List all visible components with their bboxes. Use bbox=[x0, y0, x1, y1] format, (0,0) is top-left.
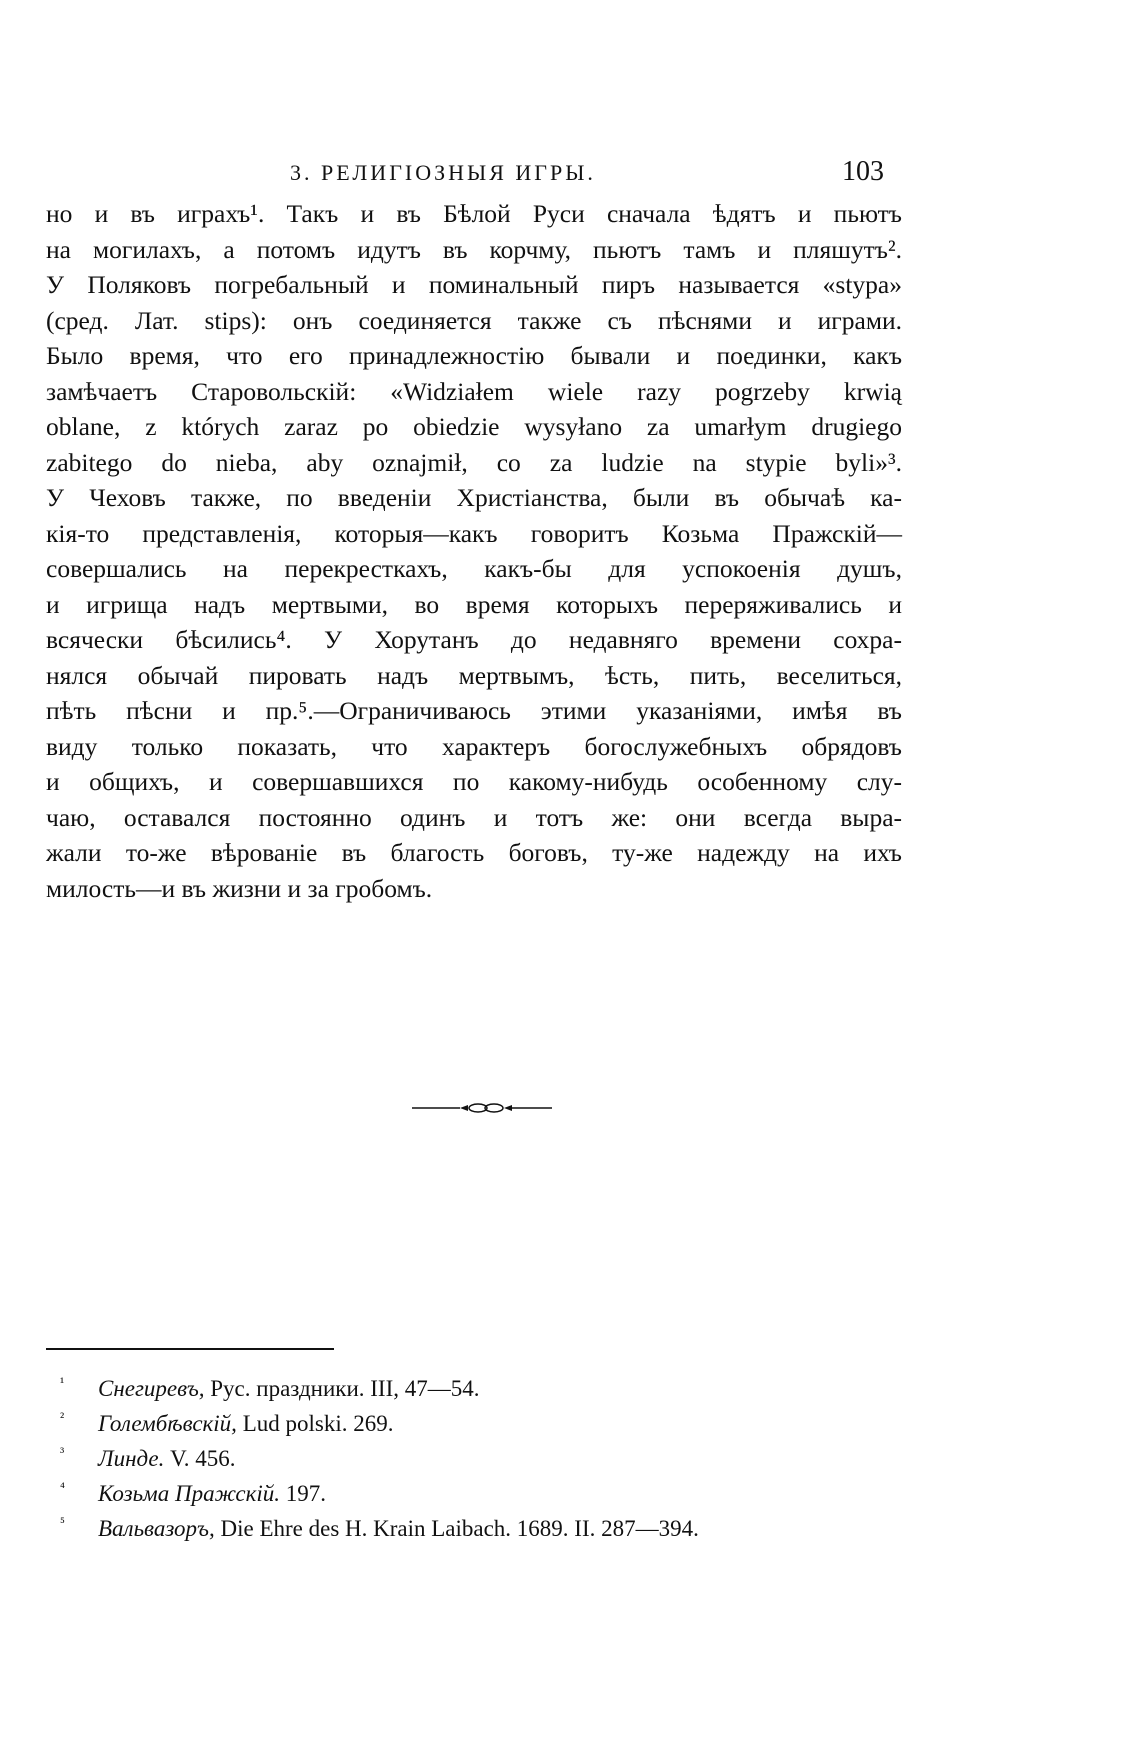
footnote-text: Рус. праздники. III, 47—54. bbox=[204, 1376, 480, 1401]
footnote-rule bbox=[46, 1348, 334, 1350]
text-line: но и въ играхъ¹. Такъ и въ Бѣлой Руси сначала ѣдятъ и пьютъ bbox=[46, 199, 902, 228]
page-number: 103 bbox=[842, 156, 884, 187]
footnote bbox=[60, 1511, 880, 1546]
text-line: Было время, что его принадлежностію бывали и поединки, какъ bbox=[46, 341, 902, 370]
text-line: кія-то представленія, которыя—какъ говоритъ Козьма Пражскій— bbox=[46, 518, 902, 548]
footnotes bbox=[60, 1371, 880, 1546]
text-line: виду только показать, что характеръ богослужебныхъ обрядовъ bbox=[46, 731, 902, 761]
footnote-author: Вальвазоръ, bbox=[98, 1516, 215, 1541]
text-line: всячески бѣсились⁴. У Хорутанъ до недавняго времени сохра- bbox=[46, 625, 902, 654]
text-line: милость—и въ жизни и за гробомъ. bbox=[46, 873, 433, 903]
footnote-mark: ² bbox=[60, 1411, 65, 1426]
text-line: нялся обычай пировать надъ мертвымъ, ѣсть, пить, веселиться, bbox=[46, 660, 902, 690]
text-line: пѣть пѣсни и пр.⁵.—Ограничиваюсь этими указаніями, имѣя въ bbox=[46, 696, 902, 725]
footnote bbox=[60, 1371, 880, 1406]
text-line: и игрища надъ мертвыми, во время которыхъ переряживались и bbox=[46, 589, 902, 619]
text-line: замѣчаетъ Старовольскій: «Widziałem wiele razy pogrzeby krwią bbox=[46, 376, 902, 406]
footnote bbox=[60, 1406, 880, 1441]
footnote-mark: ¹ bbox=[60, 1376, 65, 1391]
text-line: zabitego do nieba, aby oznajmił, co za ludzie na stypie byli»³. bbox=[46, 447, 902, 477]
footnote-author: Козьма Пражскій. bbox=[98, 1481, 281, 1506]
section-end-ornament bbox=[412, 1100, 552, 1116]
footnote-author: Голембѣвскій, bbox=[98, 1411, 237, 1436]
footnote-text: V. 456. bbox=[164, 1446, 236, 1471]
footnote bbox=[60, 1476, 880, 1511]
footnote-mark: ⁴ bbox=[60, 1481, 65, 1496]
footnote-author: Линде. bbox=[98, 1446, 165, 1471]
footnote-mark: ³ bbox=[60, 1446, 65, 1461]
footnote-mark: ⁵ bbox=[60, 1516, 65, 1531]
text-line: совершались на перекресткахъ, какъ-бы для успокоенія душъ, bbox=[46, 554, 902, 583]
text-line: и общихъ, и совершавшихся по какому-нибудь особенному слу- bbox=[46, 767, 902, 796]
footnote bbox=[60, 1441, 880, 1476]
text-line: У Чеховъ также, по введеніи Христіанства, были въ обычаѣ ка- bbox=[46, 483, 902, 512]
text-line: (сред. Лат. stips): онъ соединяется также съ пѣснями и играми. bbox=[46, 305, 902, 335]
text-line: на могилахъ, а потомъ идутъ въ корчму, пьютъ тамъ и пляшутъ². bbox=[46, 234, 902, 264]
footnote-text: Lud polski. 269. bbox=[236, 1411, 394, 1436]
footnote-text: Die Ehre des H. Krain Laibach. 1689. II. 287—394. bbox=[214, 1516, 699, 1541]
text-line: чаю, оставался постоянно одинъ и тотъ же: они всегда выра- bbox=[46, 802, 902, 832]
text-line: У Поляковъ погребальный и поминальный пиръ называется «stypa» bbox=[46, 270, 902, 299]
text-line: oblane, z których zaraz po obiedzie wysyłano za umarłym drugiego bbox=[46, 412, 902, 441]
footnote-author: Снегиревъ, bbox=[98, 1376, 205, 1401]
footnote-text: 197. bbox=[280, 1481, 327, 1506]
body-text bbox=[46, 196, 902, 906]
running-title: 3. РЕЛИГІОЗНЫЯ ИГРЫ. bbox=[290, 160, 596, 185]
text-line: жали то-же вѣрованіе въ благость боговъ, ту-же надежду на ихъ bbox=[46, 838, 902, 867]
